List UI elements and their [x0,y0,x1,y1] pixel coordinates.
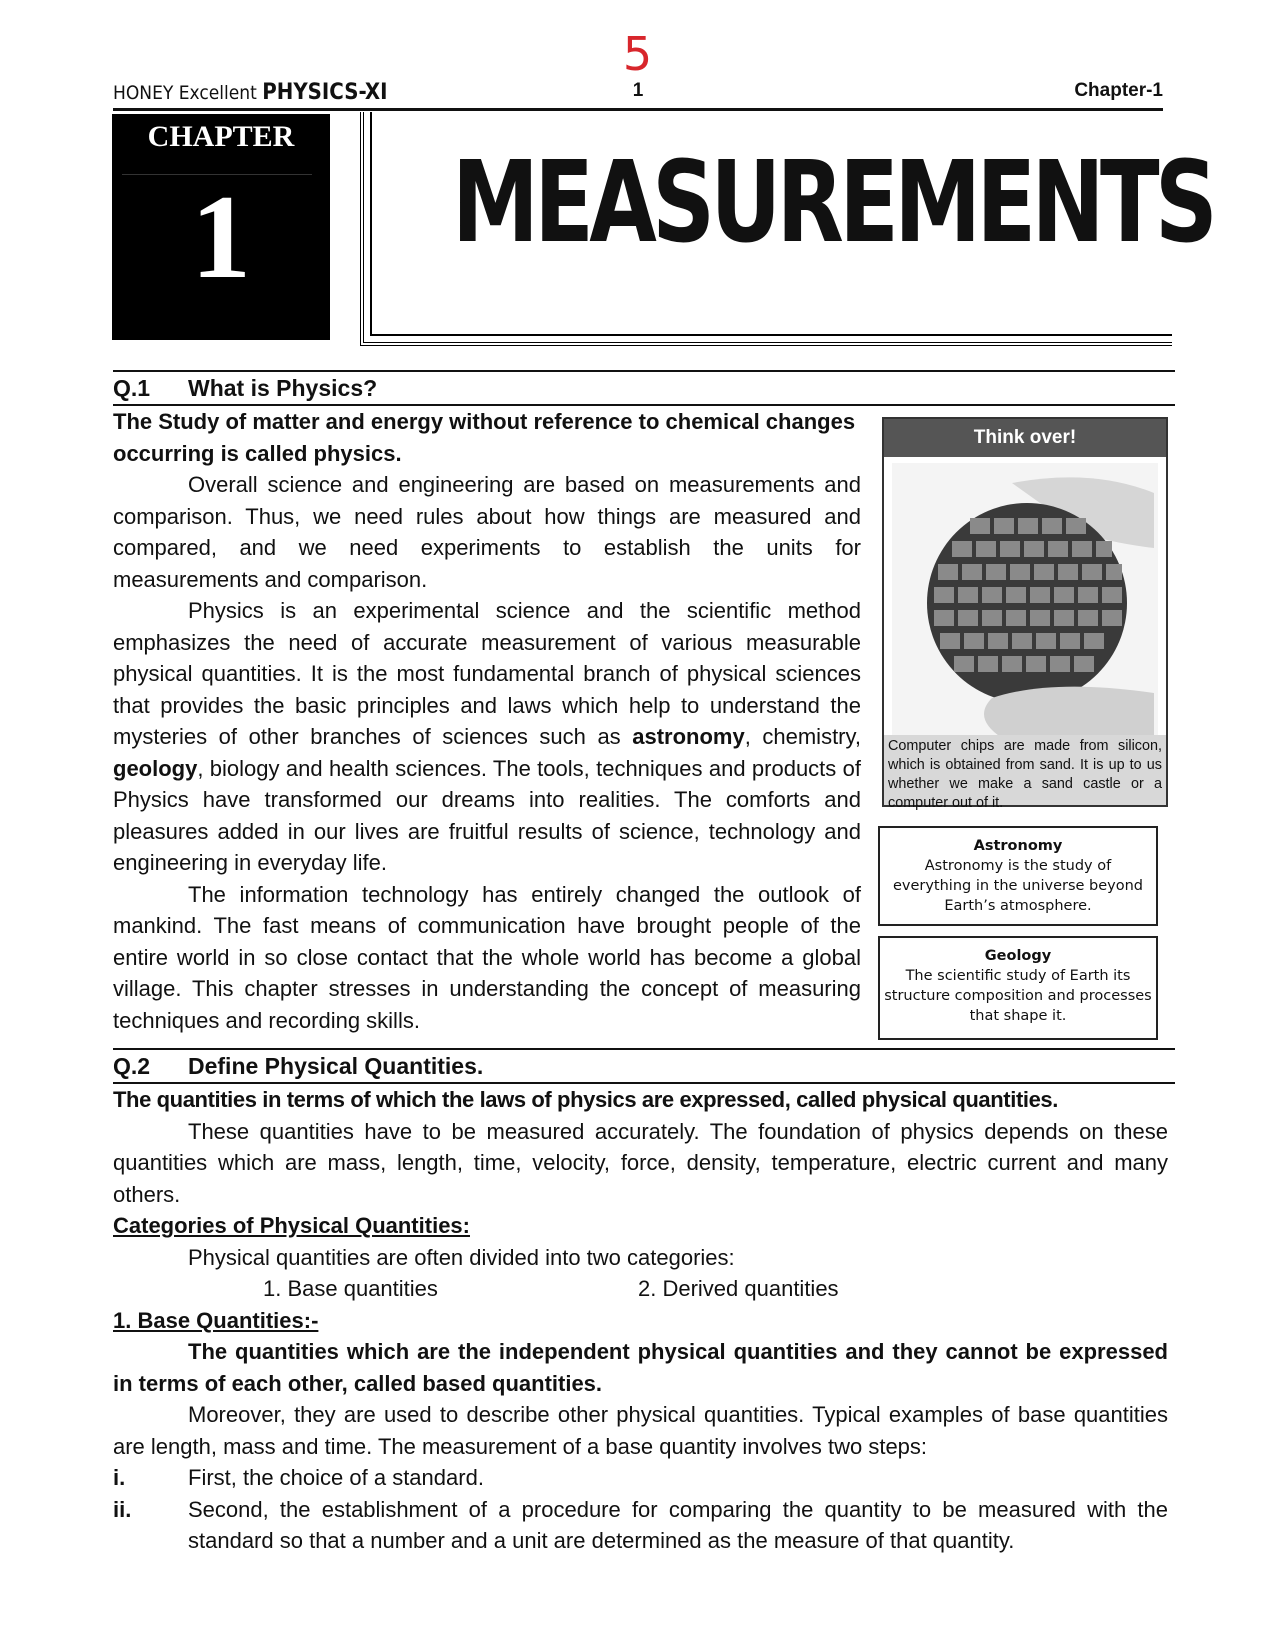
chapter-title-frame [360,112,1214,346]
step-label: i. [113,1465,126,1490]
q2-paragraph: These quantities have to be measured accurately. The foundation of physics depends on these quantities which are mass, length, time, velocity, force, density, temperature, electric current and many others. [113,1118,1168,1207]
step-text: Second, the establishment of a procedure for comparing the quantity to be measured with the standard so that a number and a unit are determined as the measure of that quantity. [188,1496,1168,1553]
page-number: 1 [632,80,644,101]
q1-answer [113,406,861,1036]
page-marker: 5 [622,27,653,81]
astronomy-term: Astronomy [973,838,1063,854]
base-quantities-heading: 1. Base Quantities:- [113,1307,319,1333]
step-label: ii. [113,1496,132,1522]
q1-paragraph-1: Overall science and engineering are based on measurements and comparison. Thus, we need rules about how things are measured and compared, and we need experiments to establish the units for measurements and comparison. [113,472,861,592]
chapter-label: Chapter-1 [1074,80,1163,101]
categories-list [113,1273,1168,1305]
think-over-heading: Think over! [884,419,1166,457]
categories-heading: Categories of Physical Quantities: [113,1213,470,1238]
running-header [113,80,1163,111]
astronomy-definition-box [878,826,1158,926]
book-name: PHYSICS-XI [262,80,388,105]
step-text: First, the choice of a standard. [188,1465,484,1490]
q2-answer [113,1084,1168,1557]
category-base: 1. Base quantities [263,1276,438,1301]
q2-definition: The quantities in terms of which the laws of physics are expressed, called physical quantities. [113,1087,1058,1112]
silicon-wafer-image [892,463,1158,738]
q1-definition: The Study of matter and energy without reference to chemical changes occurring is called physics. [113,409,856,466]
wafer-illustration-icon [892,463,1158,738]
think-over-box [882,417,1168,811]
geology-term: Geology [984,948,1052,964]
category-derived: 2. Derived quantities [638,1276,839,1301]
step-item [113,1494,1168,1557]
base-definition: The quantities which are the independent physical quantities and they cannot be expressed in terms of each other, called based quantities. [113,1339,1168,1396]
chapter-number: 1 [191,170,251,303]
question-bar-q1 [113,370,1175,406]
question-text: Define Physical Quantities. [188,1053,484,1079]
question-number: Q.2 [113,1053,151,1079]
book-prefix: HONEY Excellent [113,82,263,104]
q1-paragraph-3: The information technology has entirely changed the outlook of mankind. The fast means of communication have brought people of the entire world in so close contact that the whole world has become a global village. This chapter stresses in understanding the concept of measuring techniques and recording skills. [113,881,861,1033]
term-astronomy: astronomy [632,724,745,749]
categories-intro: Physical quantities are often divided into two categories: [188,1244,735,1270]
chapter-word: CHAPTER [147,120,295,153]
question-bar-q2 [113,1048,1175,1084]
q1-paragraph-2: Physics is an experimental science and the scientific method emphasizes the need of accurate measurement of various measurable physical quantities. It is the most fundamental branch of physical sciences that provides the basic principles and laws which help to understand the mysteries of other branches of sciences such as astronomy, chemistry, geology, biology and health sciences. The tools, techniques and products of Physics have transformed our dreams into realities. The comforts and pleasures added in our lives are fruitful results of science, technology and engineering in everyday life. [113,598,861,875]
question-number: Q.1 [113,375,151,401]
question-text: What is Physics? [188,375,378,401]
chapter-title: MEASUREMENTS [452,138,1214,268]
base-paragraph: Moreover, they are used to describe other physical quantities. Typical examples of base quantities are length, mass and time. The measurement of a base quantity involves two steps: [113,1402,1168,1459]
step-item [113,1462,1168,1494]
chapter-block [112,114,330,340]
term-geology: geology [113,755,198,781]
geology-definition: The scientific study of Earth its structure composition and processes that shape it. [884,968,1152,1024]
astronomy-definition: Astronomy is the study of everything in the universe beyond Earth’s atmosphere. [892,858,1144,914]
geology-definition-box [878,936,1158,1040]
think-over-caption: Computer chips are made from silicon, which is obtained from sand. It is up to us whether we make a sand castle or a computer out of it. [884,735,1166,805]
